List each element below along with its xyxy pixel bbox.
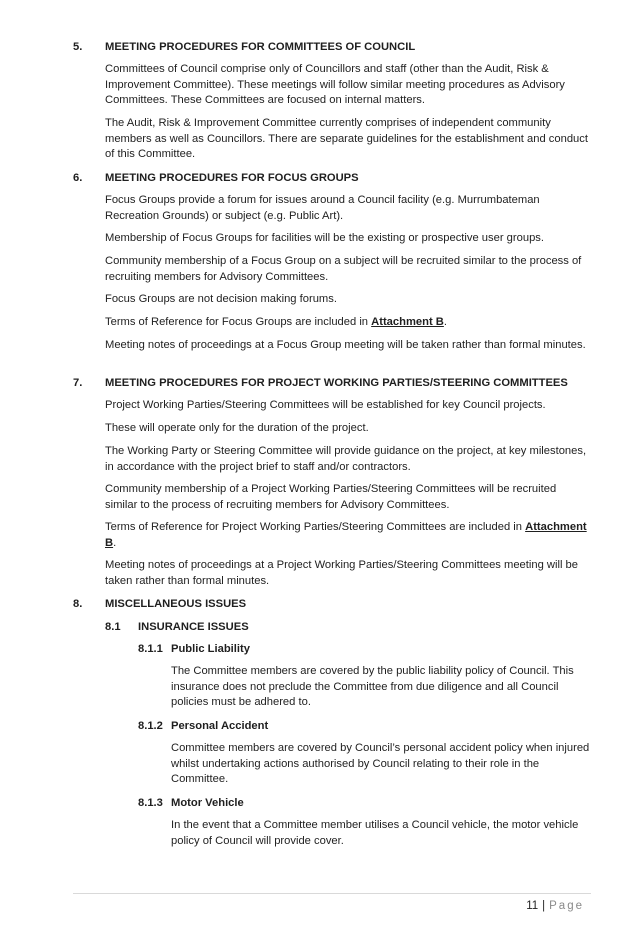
page-number: 11 [526, 900, 539, 912]
subsection-number: 8.1 [105, 621, 121, 633]
subsection-title: Personal Accident [171, 720, 269, 732]
section-title: MEETING PROCEDURES FOR FOCUS GROUPS [105, 172, 359, 184]
attachment-b-link[interactable]: Attachment B [371, 316, 444, 328]
subsection-number: 8.1.3 [138, 797, 163, 809]
text: . [113, 536, 117, 549]
paragraph: Meeting notes of proceedings at a Focus Group meeting will be taken rather than formal minutes. [105, 339, 586, 351]
paragraph: Focus Groups provide a forum for issues around a Council facility (e.g. Murrumbateman Recreation Grounds) or subject (e.g. Public Art). [105, 194, 540, 222]
footer-divider [73, 893, 591, 894]
paragraph: The Committee members are covered by the public liability policy of Council. This insurance does not preclude the Committee from due diligence and all Council policies must be adhered to. [171, 665, 574, 708]
footer-separator: | [542, 900, 546, 912]
paragraph [105, 315, 591, 331]
paragraph: The Audit, Risk & Improvement Committee currently comprises of independent community members as well as Councillors. There are separate guidelines for the establishment and conduct of this Committee. [105, 117, 588, 160]
section-title: MEETING PROCEDURES FOR COMMITTEES OF COUNCIL [105, 41, 416, 53]
section-title: MISCELLANEOUS ISSUES [105, 598, 247, 610]
text: Terms of Reference for Focus Groups are included in [105, 316, 372, 328]
subsection-title: INSURANCE ISSUES [138, 621, 249, 633]
paragraph: Community membership of a Project Working Parties/Steering Committees will be recruited similar to the process of recruiting members for Advisory Committees. [105, 483, 557, 511]
section-title: MEETING PROCEDURES FOR PROJECT WORKING PARTIES/STEERING COMMITTEES [105, 377, 568, 389]
paragraph: These will operate only for the duration of the project. [105, 422, 369, 434]
subsection-title: Public Liability [171, 643, 250, 655]
text: . [443, 316, 447, 328]
subsection-number: 8.1.1 [138, 643, 163, 655]
paragraph [105, 520, 591, 551]
section-number: 6. [73, 172, 83, 184]
text: Terms of Reference for Project Working Parties/Steering Committees are included in [105, 521, 526, 533]
page-label: Page [549, 900, 584, 912]
paragraph: In the event that a Committee member utilises a Council vehicle, the motor vehicle policy of Council will provide cover. [171, 819, 579, 847]
subsection-number: 8.1.2 [138, 720, 163, 732]
paragraph: Meeting notes of proceedings at a Project Working Parties/Steering Committees meeting will be taken rather than formal minutes. [105, 559, 579, 587]
paragraph: Community membership of a Focus Group on a subject will be recruited similar to the process of recruiting members for Advisory Committees. [105, 255, 582, 283]
section-number: 7. [73, 377, 83, 389]
subsection-title: Motor Vehicle [171, 797, 244, 809]
page-footer [526, 898, 584, 914]
attachment-b-link[interactable]: Attachment B [105, 521, 587, 549]
paragraph: Membership of Focus Groups for facilities will be the existing or prospective user groups. [105, 232, 544, 244]
paragraph: Committees of Council comprise only of Councillors and staff (other than the Audit, Risk & Improvement Committee). These meetings will follow similar meeting procedures as Advisory Committees. These Committees are focused on internal matters. [105, 63, 565, 106]
paragraph: Project Working Parties/Steering Committees will be established for key Council projects. [105, 399, 546, 411]
paragraph: Focus Groups are not decision making forums. [105, 293, 337, 305]
paragraph: Committee members are covered by Council’s personal accident policy when injured whilst undertaking actions authorised by Council relating to their role in the Committee. [171, 742, 590, 785]
section-number: 8. [73, 598, 83, 610]
paragraph: The Working Party or Steering Committee will provide guidance on the project, at key milestones, in accordance with the project brief to staff and/or contractors. [105, 445, 587, 473]
section-number: 5. [73, 41, 83, 53]
